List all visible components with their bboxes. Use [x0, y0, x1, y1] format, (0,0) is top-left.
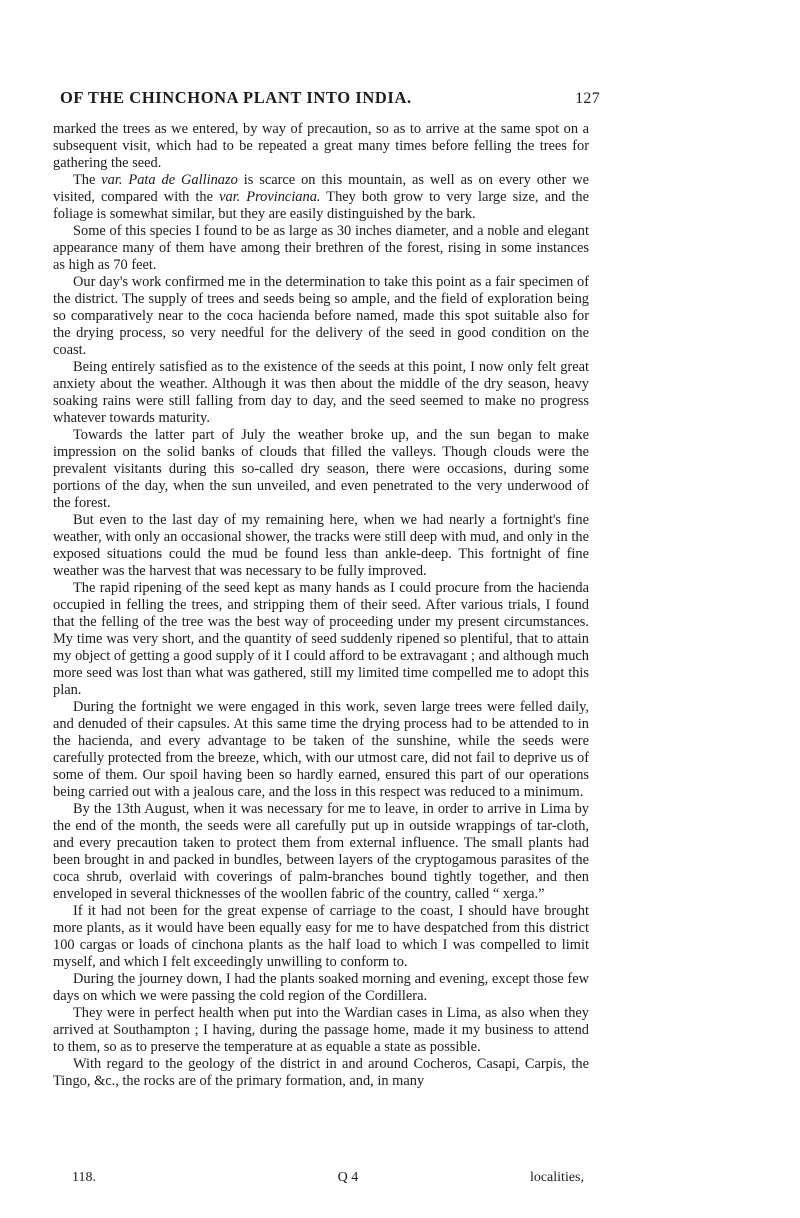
italic-text: var. Provinciana. — [219, 189, 321, 205]
signature-mark: Q 4 — [337, 1170, 359, 1185]
body-text — [53, 121, 589, 1090]
paragraph: The rapid ripening of the seed kept as many hands as I could procure from the hacienda occupied in felling the trees, and stripping them of their seed. After various trials, I found that the felling of the tree was the best way of proceeding under my present circumstances. My time was very short, and the quantity of seed suddenly ripened so plentiful, that to attain my object of getting a good supply of it I could afford to be extravagant ; and although much more seed was lost than what was gathered, still my limited time compelled me to adopt this plan. — [53, 580, 589, 698]
paragraph: marked the trees as we entered, by way of precaution, so as to arrive at the same spot on a subsequent visit, which had to be repeated a great many times before felling the trees for gathering the seed. — [53, 121, 589, 171]
paragraph: With regard to the geology of the district in and around Cocheros, Casapi, Carpis, the Tingo, &c., the rocks are of the primary formation, and, in many — [53, 1056, 589, 1089]
paragraph — [53, 172, 589, 223]
paragraph: Towards the latter part of July the weather broke up, and the sun began to make impression on the solid banks of clouds that filled the valleys. Though clouds were the prevalent visitants during this so-called dry season, there were occasions, during some portions of the day, when the sun unveiled, and even penetrated to the very underwood of the forest. — [53, 427, 589, 511]
paragraph: But even to the last day of my remaining here, when we had nearly a fortnight's fine weather, with only an occasional shower, the tracks were still deep with mud, and only in the exposed situations could the mud be found less than ankle-deep. This fortnight of fine weather was the harvest that was necessary to be fully improved. — [53, 512, 589, 579]
italic-text: var. Pata de Gallinazo — [101, 172, 238, 188]
paragraph: By the 13th August, when it was necessary for me to leave, in order to arrive in Lima by the end of the month, the seeds were all carefully put up in outside wrappings of tar-cloth, and every precaution taken to protect them from external influence. The small plants had been brought in and packed in bundles, between layers of the cryptogamous parasites of the coca shrub, overlaid with coverings of palm-branches bound tightly together, and then enveloped in several thicknesses of the woollen fabric of the country, called “ xerga.” — [53, 801, 589, 902]
text-run: They both grow to very large size, and the foliage is somewhat similar, but they are easily distinguished by the bark. — [53, 189, 589, 222]
paragraph: Our day's work confirmed me in the determination to take this point as a fair specimen of the district. The supply of trees and seeds being so ample, and the field of exploration being so comparatively near to the coca hacienda before named, made this spot suitable also for the drying process, so very needful for the delivery of the seed in good condition on the coast. — [53, 274, 589, 358]
page-footer — [72, 1170, 584, 1186]
footer-number: 118. — [72, 1170, 96, 1185]
paragraph: During the fortnight we were engaged in this work, seven large trees were felled daily, and denuded of their capsules. At this same time the drying process had to be attended to in the hacienda, and every advantage to be taken of the sunshine, while the seeds were carefully protected from the breeze, which, with our utmost care, did not fail to deprive us of some of them. Our spoil having been so hardly earned, ensured this part of our operations being carried out with a jealous care, and the loss in this respect was reduced to a minimum. — [53, 699, 589, 800]
paragraph: During the journey down, I had the plants soaked morning and evening, except those few days on which we were passing the cold region of the Cordillera. — [53, 971, 589, 1004]
page-number: 127 — [575, 90, 600, 107]
text-run: The — [73, 172, 102, 188]
paragraph: If it had not been for the great expense of carriage to the coast, I should have brought more plants, as it would have been equally easy for me to have despatched from this district 100 cargas or loads of cinchona plants as the half load to which I was compelled to limit myself, and which I felt exceedingly unwilling to conform to. — [53, 903, 589, 970]
text-run: is scarce on this mountain, as well as on every other we visited, compared with the — [53, 172, 589, 205]
paragraph: They were in perfect health when put into the Wardian cases in Lima, as also when they arrived at Southampton ; I having, during the passage home, made it my business to attend to them, so as to preserve the temperature at as equable a state as possible. — [53, 1005, 589, 1055]
paragraph: Being entirely satisfied as to the existence of the seeds at this point, I now only felt great anxiety about the weather. Although it was then about the middle of the dry season, heavy soaking rains were still falling from day to day, and the seed seemed to make no progress whatever towards maturity. — [53, 359, 589, 426]
page-header — [60, 88, 600, 108]
paragraph: Some of this species I found to be as large as 30 inches diameter, and a noble and elegant appearance many of them have among their brethren of the forest, rising in some instances as high as 70 feet. — [53, 223, 589, 273]
running-title: OF THE CHINCHONA PLANT INTO INDIA. — [60, 88, 412, 107]
catchword: localities, — [529, 1170, 584, 1185]
